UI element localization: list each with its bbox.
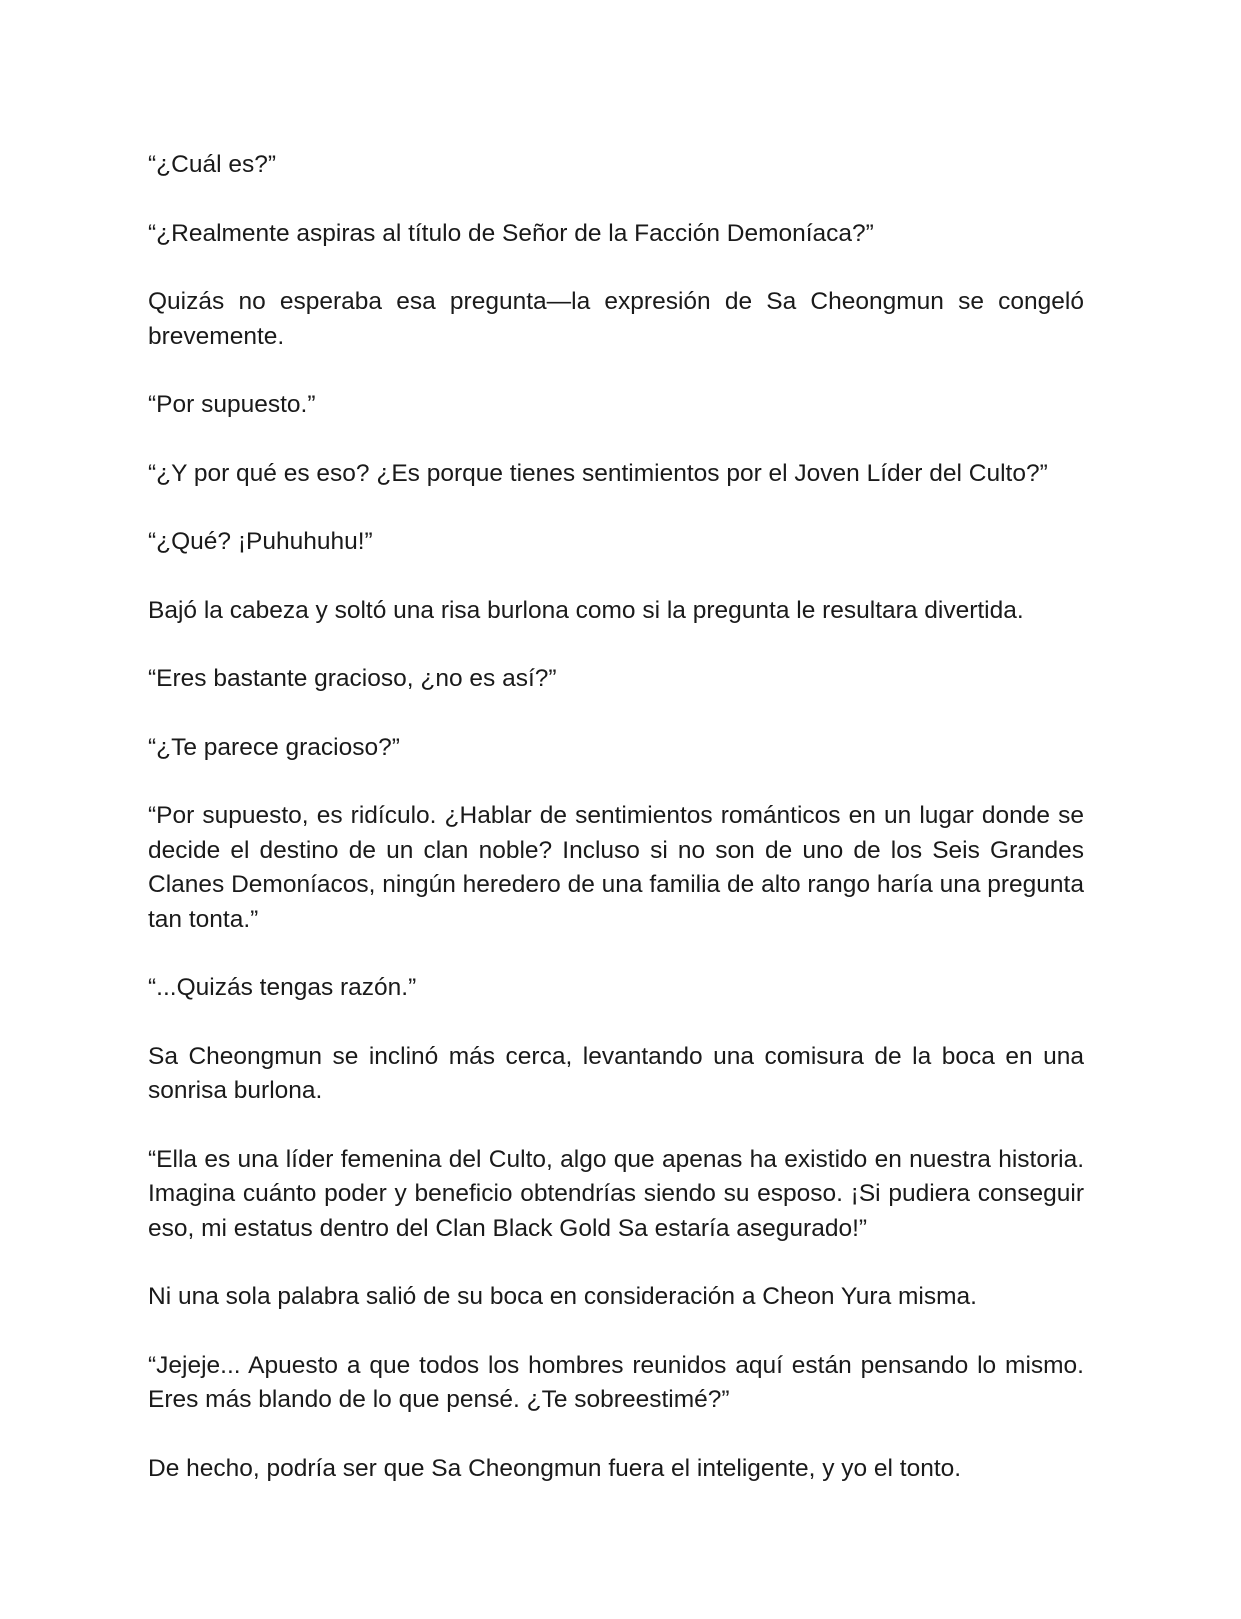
paragraph-1: “¿Cuál es?” — [148, 151, 276, 178]
paragraph-14: Ni una sola palabra salió de su boca en consideración a Cheon Yura misma. — [148, 1283, 977, 1310]
paragraph-11: “...Quizás tengas razón.” — [148, 974, 417, 1001]
paragraph-12: Sa Cheongmun se inclinó más cerca, levantando una comisura de la boca en una sonrisa burlona. — [148, 1042, 1084, 1104]
paragraph-6: “¿Qué? ¡Puhuhuhu!” — [148, 528, 373, 555]
paragraph-4: “Por supuesto.” — [148, 391, 316, 418]
paragraph-16: De hecho, podría ser que Sa Cheongmun fuera el inteligente, y yo el tonto. — [148, 1454, 962, 1482]
paragraph-9: “¿Te parece gracioso?” — [148, 733, 400, 761]
paragraph-7: Bajó la cabeza y soltó una risa burlona como si la pregunta le resultara divertida. — [148, 596, 1024, 624]
paragraph-8: “Eres bastante gracioso, ¿no es así?” — [148, 665, 557, 692]
paragraph-13: “Ella es una líder femenina del Culto, algo que apenas ha existido en nuestra historia. Imagina cuánto poder y beneficio obtendrías siendo su esposo. ¡Si pudiera conseguir eso, mi estatus dentro del Clan Black Gold Sa estaría asegurado!” — [148, 1145, 1084, 1242]
document-body — [148, 148, 1084, 1486]
paragraph-15: “Jejeje... Apuesto a que todos los hombres reunidos aquí están pensando lo mismo. Eres más blando de lo que pensé. ¿Te sobreestimé?” — [148, 1351, 1084, 1413]
paragraph-10: “Por supuesto, es ridículo. ¿Hablar de sentimientos románticos en un lugar donde se decide el destino de un clan noble? Incluso si no son de uno de los Seis Grandes Clanes Demoníacos, ningún heredero de una familia de alto rango haría una pregunta tan tonta.” — [148, 802, 1084, 933]
paragraph-2: “¿Realmente aspiras al título de Señor de la Facción Demoníaca?” — [148, 219, 874, 247]
paragraph-3: Quizás no esperaba esa pregunta—la expresión de Sa Cheongmun se congeló brevemente. — [148, 288, 1084, 350]
paragraph-5: “¿Y por qué es eso? ¿Es porque tienes sentimientos por el Joven Líder del Culto?” — [148, 459, 1048, 487]
